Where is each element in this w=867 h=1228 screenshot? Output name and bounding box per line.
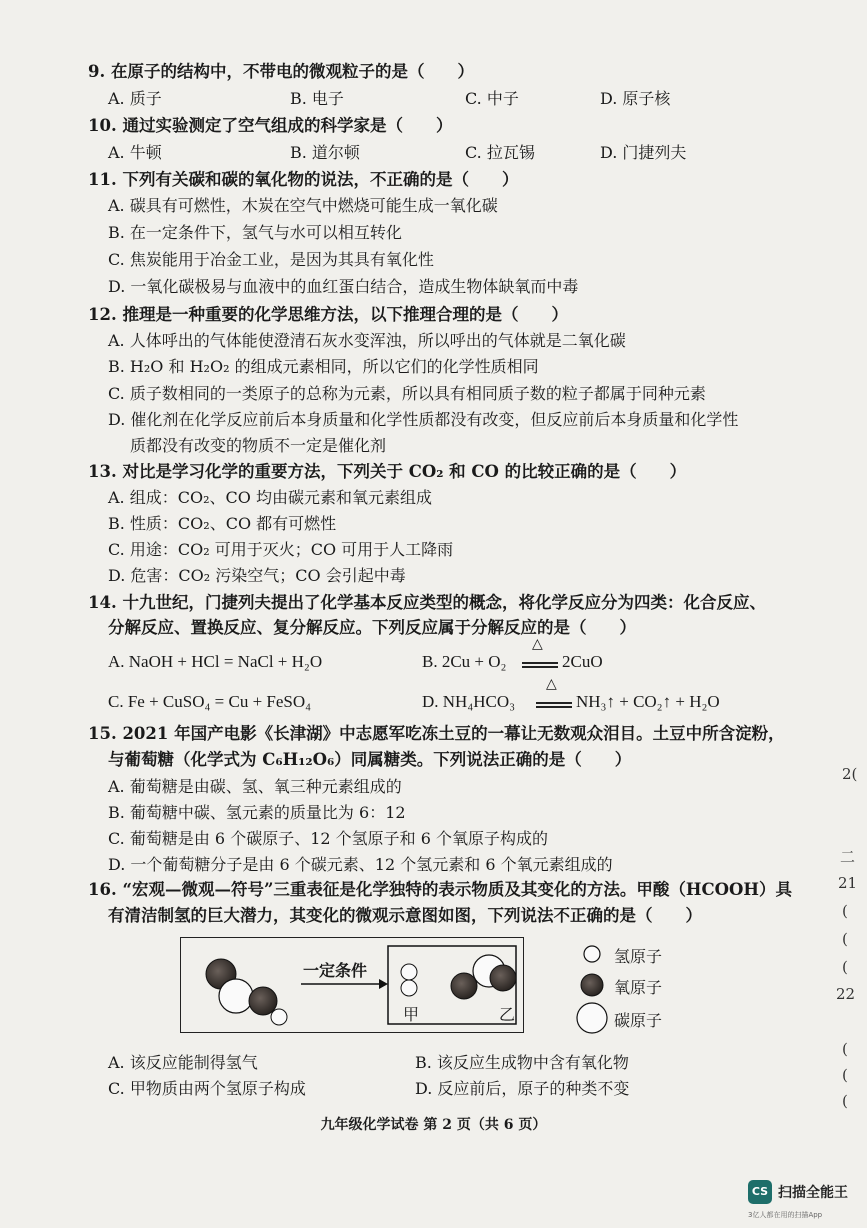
scanner-app-name: 扫描全能王 [778,1185,848,1201]
edge-mark: ( [842,1092,848,1110]
q12-option-d: D. 催化剂在化学反应前后本身质量和化学性质都没有改变，但反应前后本身质量和化学性 [108,410,739,429]
scanner-watermark [748,1180,860,1224]
legend-hydrogen-label: 氢原子 [614,947,663,966]
q12-option-d-cont: 质都没有改变的物质不一定是催化剂 [130,436,387,455]
q12-option-b: B. H₂O 和 H₂O₂ 的组成元素相同，所以它们的化学性质相同 [108,357,539,376]
q16-option-a: A. 该反应能制得氢气 [108,1053,258,1072]
legend-carbon-icon [577,1003,607,1033]
legend-oxygen-icon [581,974,603,996]
edge-mark: ( [842,1040,848,1058]
reaction-diagram [180,937,524,1033]
product-hydrogen-atom-2 [401,980,417,996]
q16-option-d: D. 反应前后，原子的种类不变 [415,1079,630,1098]
edge-mark: 22 [836,985,856,1003]
reactant-oxygen-atom-2 [249,987,277,1015]
reaction-diagram-svg [181,938,523,1032]
scanner-logo-icon: CS [748,1180,772,1204]
q14-option-a: A. NaOH + HCl = NaCl + H₂O [108,652,323,671]
question-15-stem: 15. 2021 年国产电影《长津湖》中志愿军吃冻土豆的一幕让无数观众泪目。土豆中所含淀粉， [88,724,785,743]
q13-option-c: C. 用途：CO₂ 可用于灭火；CO 可用于人工降雨 [108,540,454,559]
q15-option-a: A. 葡萄糖是由碳、氢、氧三种元素组成的 [108,777,402,796]
q10-option-d: D. 门捷列夫 [600,143,687,162]
product-oxygen-atom-2 [490,965,516,991]
q16-option-b: B. 该反应生成物中含有氧化物 [415,1053,629,1072]
q11-option-c: C. 焦炭能用于冶金工业，是因为其具有氧化性 [108,250,434,269]
q9-option-c: C. 中子 [465,89,519,108]
question-14-stem-cont: 分解反应、置换反应、复分解反应。下列反应属于分解反应的是（ ） [108,618,636,637]
question-16-stem-cont: 有清洁制氢的巨大潜力，其变化的微观示意图如图，下列说法不正确的是（ ） [108,906,702,925]
q10-option-a: A. 牛顿 [108,143,162,162]
q10-option-c: C. 拉瓦锡 [465,143,535,162]
edge-mark: ( [842,1066,848,1084]
product-oxygen-atom-1 [451,973,477,999]
q14-option-b-products: 2CuO [562,652,603,671]
question-10-stem: 10. 通过实验测定了空气组成的科学家是（ ） [88,116,453,135]
q14-option-c: C. Fe + CuSO₄ = Cu + FeSO₄ [108,692,312,711]
q14-d-equals-sign [536,700,572,710]
page-footer: 九年级化学试卷 第 2 页（共 6 页） [320,1117,547,1133]
product-hydrogen-atom-1 [401,964,417,980]
question-9-stem: 9. 在原子的结构中，不带电的微观粒子的是（ ） [88,62,474,81]
reaction-arrow-head [379,979,388,989]
legend-hydrogen-icon [584,946,600,962]
q12-option-c: C. 质子数相同的一类原子的总称为元素，所以具有相同质子数的粒子都属于同种元素 [108,384,706,403]
edge-mark: ( [842,902,848,920]
q11-option-a: A. 碳具有可燃性，木炭在空气中燃烧可能生成一氧化碳 [108,196,498,215]
question-13-stem: 13. 对比是学习化学的重要方法，下列关于 CO₂ 和 CO 的比较正确的是（ ） [88,462,687,481]
edge-mark: 2( [842,765,858,783]
q14-option-d-products: NH₃↑ + CO₂↑ + H₂O [576,692,720,711]
q9-option-b: B. 电子 [290,89,344,108]
q13-option-d: D. 危害：CO₂ 污染空气；CO 会引起中毒 [108,566,406,585]
product-label-yi: 乙 [499,1005,516,1024]
q9-option-d: D. 原子核 [600,89,671,108]
question-12-stem: 12. 推理是一种重要的化学思维方法，以下推理合理的是（ ） [88,305,568,324]
edge-mark: 21 [838,874,858,892]
question-15-stem-cont: 与葡萄糖（化学式为 C₆H₁₂O₆）同属糖类。下列说法正确的是（ ） [108,750,632,769]
q14-option-b-reactants: B. 2Cu + O₂ [422,652,507,671]
reactant-carbon-atom [219,979,253,1013]
legend-oxygen-label: 氧原子 [614,978,663,997]
q14-b-heat-symbol: △ [532,636,543,652]
question-14-stem: 14. 十九世纪，门捷列夫提出了化学基本反应类型的概念，将化学反应分为四类：化合反应、 [88,593,766,612]
q12-option-a: A. 人体呼出的气体能使澄清石灰水变浑浊，所以呼出的气体就是二氧化碳 [108,331,626,350]
scanner-tagline: 3亿人都在用的扫描App [748,1211,823,1219]
q15-option-b: B. 葡萄糖中碳、氢元素的质量比为 6：12 [108,803,406,822]
q10-option-b: B. 道尔顿 [290,143,360,162]
edge-mark: ( [842,958,848,976]
q13-option-b: B. 性质：CO₂、CO 都有可燃性 [108,514,337,533]
question-11-stem: 11. 下列有关碳和碳的氧化物的说法，不正确的是（ ） [88,170,519,189]
q14-option-d-reactants: D. NH₄HCO₃ [422,692,516,711]
reaction-condition: 一定条件 [303,961,368,980]
edge-mark: 二 [840,848,856,866]
q15-option-c: C. 葡萄糖是由 6 个碳原子、12 个氢原子和 6 个氧原子构成的 [108,829,548,848]
product-label-jia: 甲 [403,1005,420,1024]
q16-option-c: C. 甲物质由两个氢原子构成 [108,1079,306,1098]
q14-b-equals-sign [522,660,558,670]
legend-symbols [574,938,614,1038]
q11-option-d: D. 一氧化碳极易与血液中的血红蛋白结合，造成生物体缺氧而中毒 [108,277,579,296]
question-16-stem: 16. “宏观—微观—符号”三重表征是化学独特的表示物质及其变化的方法。甲酸（HCOOH）具 [88,880,792,899]
q9-option-a: A. 质子 [108,89,162,108]
q14-d-heat-symbol: △ [546,676,557,692]
reactant-hydrogen-atom-2 [271,1009,287,1025]
q11-option-b: B. 在一定条件下，氢气与水可以相互转化 [108,223,402,242]
legend-carbon-label: 碳原子 [614,1011,663,1030]
q15-option-d: D. 一个葡萄糖分子是由 6 个碳元素、12 个氢元素和 6 个氧元素组成的 [108,855,613,874]
q13-option-a: A. 组成：CO₂、CO 均由碳元素和氧元素组成 [108,488,432,507]
edge-mark: ( [842,930,848,948]
